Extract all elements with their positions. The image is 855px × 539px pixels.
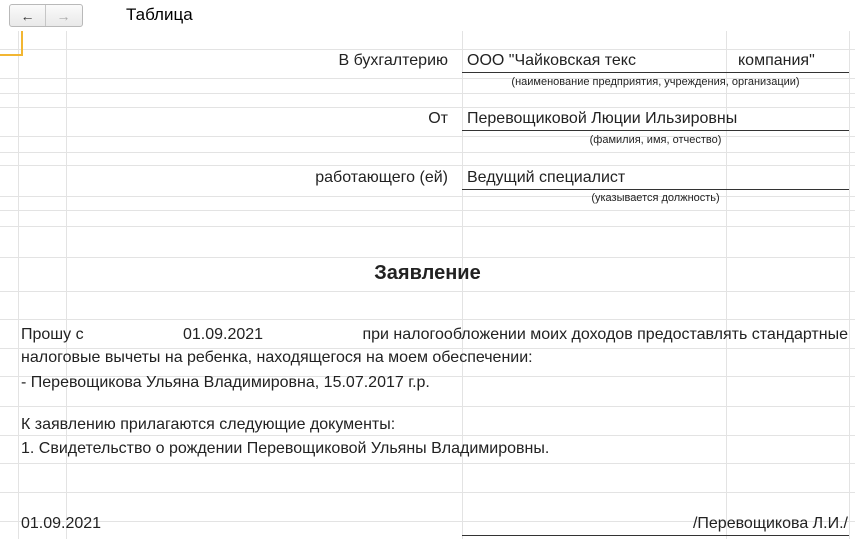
grid-line: [0, 406, 855, 407]
window-title: Таблица: [126, 5, 193, 24]
arrow-right-icon: →: [56, 7, 71, 24]
to-hint: (наименование предприятия, учреждения, организации): [511, 76, 800, 88]
from-label: От: [428, 110, 448, 127]
grid-line: [0, 435, 855, 436]
para1-line1-rest: при налогообложении моих доходов предоставлять стандартные: [362, 326, 848, 343]
grid-line: [0, 93, 855, 94]
para1-line2: налоговые вычеты на ребенка, находящегося на моем обеспечении:: [21, 349, 533, 366]
signature: /Перевощикова Л.И./: [692, 515, 848, 532]
grid-line: [0, 492, 855, 493]
grid-line: [0, 226, 855, 227]
grid-line: [0, 49, 855, 50]
grid-line: [0, 152, 855, 153]
to-label: В бухгалтерию: [338, 52, 448, 69]
forward-button[interactable]: [46, 5, 81, 26]
to-value-tail: компания": [738, 52, 815, 69]
para1-line1: [21, 326, 848, 344]
to-underline: [462, 72, 849, 73]
navigation-buttons: [9, 4, 83, 27]
grid-line: [0, 107, 855, 108]
para1-line1-start: Прошу с: [21, 326, 84, 343]
from-value: Перевощиковой Люции Ильзировны: [467, 110, 738, 127]
position-label: работающего (ей): [315, 169, 448, 186]
attachments-intro: К заявлению прилагаются следующие документы:: [21, 416, 396, 433]
position-value: Ведущий специалист: [467, 169, 626, 186]
toolbar: [0, 0, 855, 31]
footer-date: 01.09.2021: [21, 515, 102, 532]
selected-cell[interactable]: [0, 31, 23, 56]
grid-line: [0, 165, 855, 166]
grid-line: [0, 319, 855, 320]
grid-line: [0, 463, 855, 464]
para1-date: 01.09.2021: [182, 326, 264, 343]
signature-underline: [462, 535, 849, 536]
grid-line: [0, 257, 855, 258]
grid-line: [0, 291, 855, 292]
position-hint: (указывается должность): [591, 192, 720, 204]
to-value: ООО "Чайковская текс: [467, 52, 636, 69]
position-underline: [462, 189, 849, 190]
child-line: - Перевощикова Ульяна Владимировна, 15.07.2017 г.р.: [21, 374, 430, 391]
arrow-left-icon: ←: [20, 7, 35, 24]
document-heading: Заявление: [374, 262, 481, 284]
from-underline: [462, 130, 849, 131]
from-hint: (фамилия, имя, отчество): [589, 134, 722, 146]
spreadsheet-area[interactable]: [0, 31, 855, 539]
grid-line: [0, 210, 855, 211]
back-button[interactable]: [10, 5, 46, 26]
attachment-item-1: 1. Свидетельство о рождении Перевощиковой Ульяны Владимировны.: [21, 440, 550, 457]
